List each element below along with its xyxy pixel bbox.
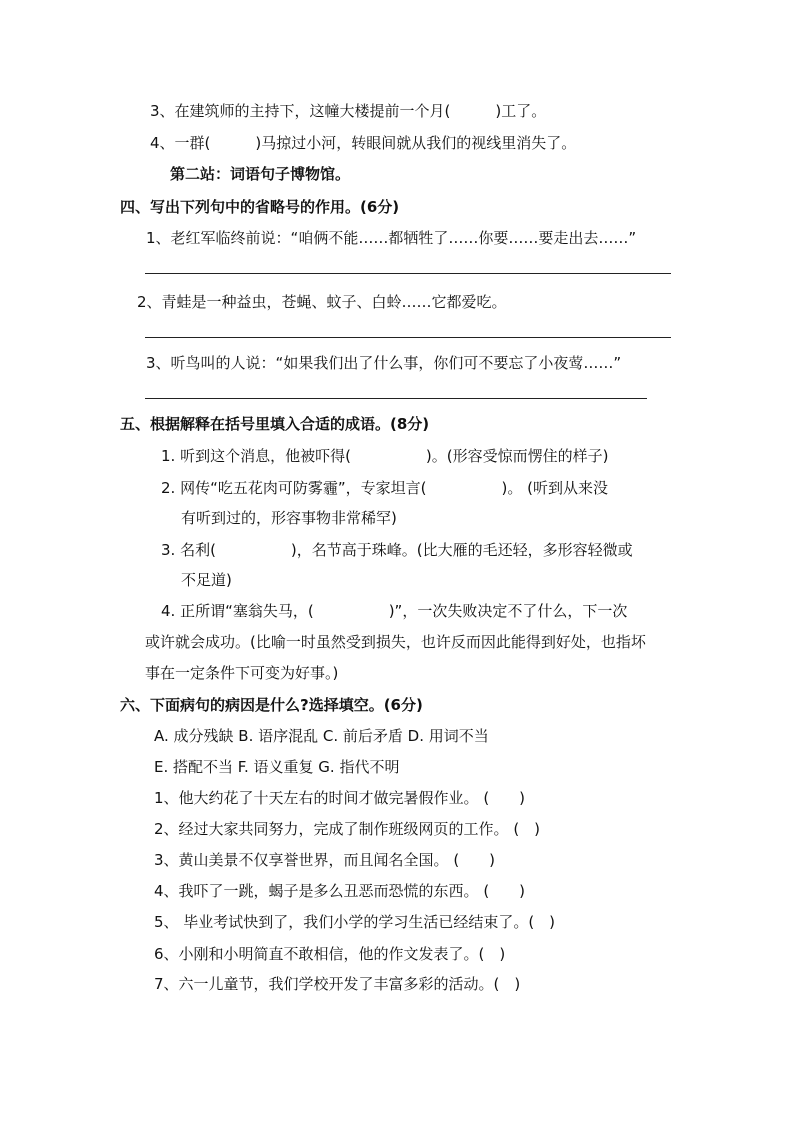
station-2-title: 第二站：词语句子博物馆。 <box>170 165 351 183</box>
section-6-item-2: 2、经过大家共同努力，完成了制作班级网页的工作。 ( ) <box>154 820 541 838</box>
section-4-item-2: 2、青蛙是一种益虫，苍蝇、蚊子、白蛉……它都爱吃。 <box>137 293 507 311</box>
section-5-line-2: 2. 网传“吃五花肉可防雾霾”，专家坦言( )。 (听到从来没 <box>161 479 608 497</box>
section-6-item-3: 3、黄山美景不仅享誉世界，而且闻名全国。 ( ) <box>154 851 496 869</box>
section-5-heading: 五、根据解释在括号里填入合适的成语。(8分) <box>120 415 430 433</box>
section-4-item-3: 3、听鸟叫的人说：“如果我们出了什么事，你们可不要忘了小夜莺……” <box>146 354 622 372</box>
options-line-1: A. 成分残缺 B. 语序混乱 C. 前后矛盾 D. 用词不当 <box>154 727 489 745</box>
section-6-item-6: 6、小刚和小明简直不敢相信，他的作文发表了。( ) <box>154 945 506 963</box>
answer-line-1 <box>145 273 671 274</box>
question-3-line: 3、在建筑师的主持下，这幢大楼提前一个月( )工了。 <box>150 102 547 120</box>
section-5-line-3: 有听到过的，形容事物非常稀罕) <box>181 509 397 527</box>
section-5-line-7: 或许就会成功。(比喻一时虽然受到损失，也许反而因此能得到好处，也指坏 <box>145 633 646 651</box>
section-5-line-5: 不足道) <box>181 571 232 589</box>
question-4-line: 4、一群( )马掠过小河，转眼间就从我们的视线里消失了。 <box>150 134 577 152</box>
section-6-item-7: 7、六一儿童节，我们学校开发了丰富多彩的活动。( ) <box>154 975 521 993</box>
section-6-item-1: 1、他大约花了十天左右的时间才做完暑假作业。 ( ) <box>154 789 526 807</box>
section-5-line-1: 1. 听到这个消息，他被吓得( )。(形容受惊而愣住的样子) <box>161 447 609 465</box>
answer-line-3 <box>145 398 647 399</box>
section-6-heading: 六、下面病句的病因是什么?选择填空。(6分) <box>120 696 423 714</box>
options-line-2: E. 搭配不当 F. 语义重复 G. 指代不明 <box>154 758 400 776</box>
section-5-line-6: 4. 正所谓“塞翁失马，( )”，一次失败决定不了什么，下一次 <box>161 602 628 620</box>
section-4-item-1: 1、老红军临终前说：“咱俩不能……都牺牲了……你要……要走出去……” <box>146 229 637 247</box>
section-6-item-5: 5、 毕业考试快到了，我们小学的学习生活已经结束了。( ) <box>154 913 556 931</box>
section-5-line-8: 事在一定条件下可变为好事。) <box>145 664 339 682</box>
section-6-item-4: 4、我吓了一跳，蝎子是多么丑恶而恐慌的东西。 ( ) <box>154 882 526 900</box>
section-4-heading: 四、写出下列句中的省略号的作用。(6分) <box>120 198 400 216</box>
answer-line-2 <box>145 337 671 338</box>
section-5-line-4: 3. 名利( )，名节高于珠峰。(比大雁的毛还轻，多形容轻微或 <box>161 541 633 559</box>
